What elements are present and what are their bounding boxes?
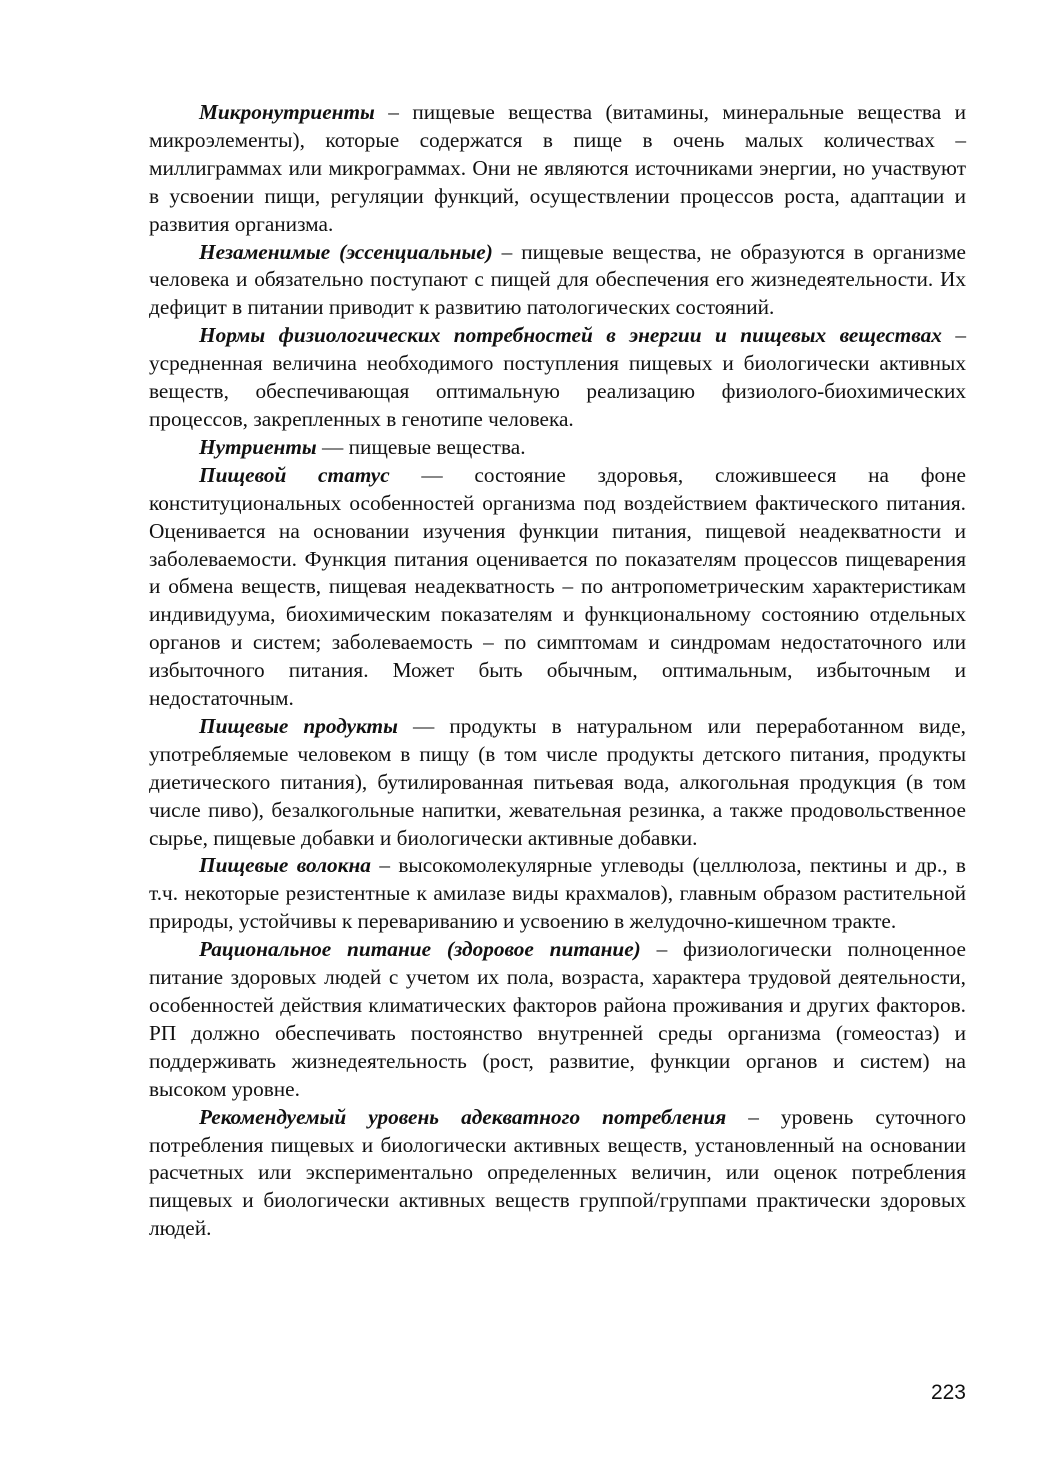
- glossary-definition: – высокомолекулярные углеводы (целлюлоза, пектины и др., в т.ч. некоторые резистентные к амилазе виды крахмалов), главным образом растительной природы, устойчивы к перевариванию и усвоению в желудочно-кишечном тракте.: [149, 853, 966, 934]
- glossary-entry-food-products: [149, 713, 966, 853]
- glossary-definition: – уровень суточного потребления пищевых и биологически активных веществ, установленный на основании расчетных или экспериментально определенных величин, или оценок потребления пищевых и биологически активных веществ группой/группами практически здоровых людей.: [149, 1104, 966, 1241]
- glossary-entry-rational-nutrition: [149, 936, 966, 1103]
- glossary-term: Пищевые волокна: [199, 853, 371, 878]
- glossary-entry-dietary-fiber: [149, 852, 966, 936]
- glossary-term: Незаменимые (эссенциальные): [199, 239, 493, 264]
- glossary-term: Нормы физиологических потребностей в энергии и пищевых веществах: [199, 323, 942, 348]
- glossary-term: Микронутриенты: [199, 100, 375, 124]
- glossary-term: Пищевые продукты: [199, 713, 398, 738]
- glossary-definition: — состояние здоровья, сложившееся на фоне конституциональных особенностей организма под воздействием фактического питания. Оценивается на основании изучения функции питания, пищевой неадекватности и заболеваемости. Функция питания оценивается по показателям процессов пищеварения и обмена веществ, пищевая неадекватность – по антропометрическим характеристикам индивидуума, биохимическим показателям и функциональному состоянию отдельных органов и систем; заболеваемость – по симптомам и синдромам недостаточного или избыточного питания. Может быть обычным, оптимальным, избыточным и недостаточным.: [149, 462, 966, 711]
- glossary-definition: – усредненная величина необходимого поступления пищевых и биологически активных веществ, обеспечивающая оптимальную реализацию физиолого-биохимических процессов, закрепленных в генотипе человека.: [149, 323, 966, 431]
- glossary-term: Рекомендуемый уровень адекватного потребления: [199, 1104, 727, 1129]
- glossary-entry-micronutrients: [149, 99, 966, 239]
- glossary-definition: – пищевые вещества (витамины, минеральные вещества и микроэлементы), которые содержатся в пище в очень малых количествах – миллиграммах или микрограммах. Они не являются источниками энергии, но участвуют в усвоении пищи, регуляции функций, осуществлении процессов роста, адаптации и развития организма.: [149, 100, 966, 236]
- glossary-term: Пищевой статус: [199, 462, 390, 487]
- glossary-definition: – пищевые вещества, не образуются в организме человека и обязательно поступают с пищей для обеспечения его жизнедеятельности. Их дефицит в питании приводит к развитию патологических состояний.: [149, 239, 966, 320]
- glossary-term: Нутриенты: [199, 434, 317, 459]
- page-number: 223: [930, 1381, 966, 1404]
- glossary-definition: – физиологически полноценное питание здоровых людей с учетом их пола, возраста, характера трудовой деятельности, особенностей действия климатических факторов района проживания и других факторов. РП должно обеспечивать постоянство внутренней среды организма (гомеостаз) и поддерживать жизнедеятельность (рост, развитие, функции органов и систем) на высоком уровне.: [149, 937, 966, 1101]
- glossary-definition: — продукты в натуральном или переработанном виде, употребляемые человеком в пищу (в том числе продукты детского питания, продукты диетического питания), бутилированная питьевая вода, алкогольная продукция (в том числе пиво), безалкогольные напитки, жевательная резинка, а также продовольственное сырье, пищевые добавки и биологически активные добавки.: [149, 713, 966, 850]
- glossary-entry-nutrients: [149, 434, 966, 462]
- glossary-entry-adequate-intake: [149, 1104, 966, 1244]
- glossary-entry-essential: [149, 239, 966, 323]
- glossary-entry-nutritional-status: [149, 462, 966, 713]
- glossary-entry-physiological-norms: [149, 322, 966, 434]
- glossary-term: Рациональное питание (здоровое питание): [199, 937, 641, 962]
- glossary-page-body: [149, 99, 966, 1243]
- glossary-definition: — пищевые вещества.: [316, 434, 526, 459]
